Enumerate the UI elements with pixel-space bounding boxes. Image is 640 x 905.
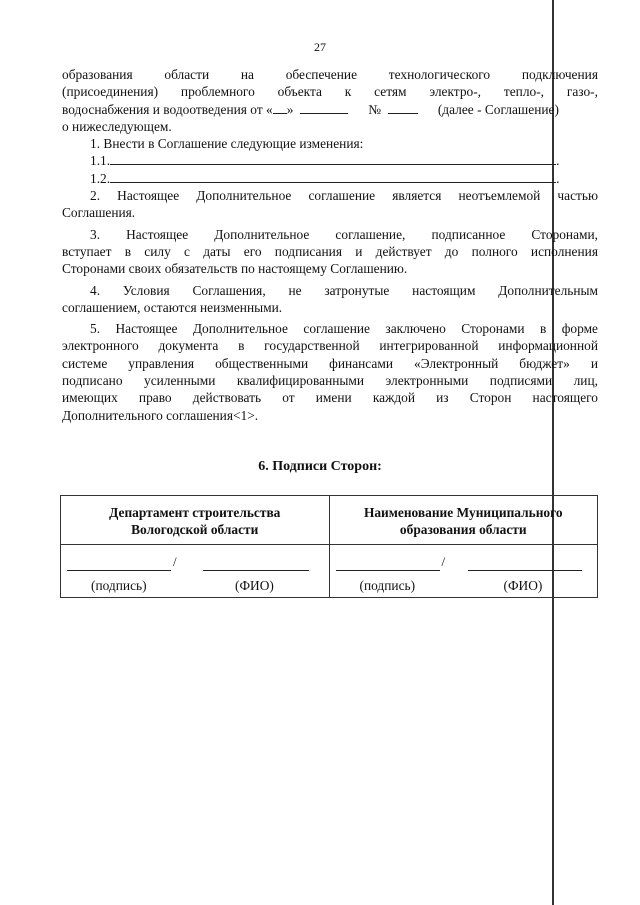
caption-signature: (подпись): [359, 578, 416, 593]
signature-slash: /: [173, 554, 177, 569]
item-5-cont: подписано усиленными квалифицированными электронными подписями лиц,: [62, 373, 598, 389]
item-2-cont: Соглашения.: [62, 205, 136, 221]
intro-line: (присоединения) проблемного объекта к сетям электро-, тепло-, газо-,: [62, 84, 598, 100]
item-5-cont: электронного документа в государственной интегрированной информационной: [62, 338, 598, 354]
item-5-cont: системе управления общественными финансами «Электронный бюджет» и: [62, 355, 598, 371]
date-day-blank: [273, 102, 287, 114]
sub-item-1-1: 1.1. .: [90, 153, 560, 169]
item-5-cont: Дополнительного соглашения<1>.: [62, 407, 259, 423]
item-3-cont: Сторонами своих обязательств по настоящему Соглашению.: [62, 261, 408, 277]
caption-name: (ФИО): [235, 578, 274, 593]
item-5-cont: имеющих право действовать от имени каждой из Сторон настоящего: [62, 390, 598, 406]
name-line: [468, 562, 582, 571]
party-municipality: Наименование Муниципального образования области: [329, 496, 598, 545]
intro-line: образования области на обеспечение технологического подключения: [62, 67, 598, 82]
number-blank: [388, 102, 418, 114]
item-3: 3. Настоящее Дополнительное соглашение, подписанное Сторонами,: [90, 226, 598, 242]
item-5: 5. Настоящее Дополнительное соглашение заключено Сторонами в форме: [90, 321, 598, 337]
item-4: 4. Условия Соглашения, не затронутые настоящим Дополнительным: [90, 282, 598, 298]
signature-cell-department: [61, 545, 330, 598]
intro-line: о нижеследующем.: [62, 118, 172, 134]
agreement-body: [62, 66, 598, 424]
page-number: 27: [314, 40, 326, 54]
signatures-heading: 6. Подписи Сторон:: [258, 459, 382, 474]
signature-cell-municipality: [329, 545, 598, 598]
sub-item-blank: [110, 153, 556, 165]
signatures-table: [60, 495, 598, 598]
party-department: Департамент строительства Вологодской области: [61, 496, 330, 545]
name-line: [203, 562, 309, 571]
item-4-cont: соглашением, остаются неизменными.: [62, 299, 283, 315]
caption-signature: (подпись): [91, 578, 147, 593]
item-3-cont: вступает в силу с даты его подписания и действует до полного исполнения: [62, 243, 598, 259]
item-1: 1. Внести в Соглашение следующие изменения:: [90, 136, 364, 152]
intro-line-date-number: водоснабжения и водоотведения от « » № (далее - Соглашение): [62, 101, 559, 117]
signature-line: [67, 562, 171, 571]
sub-item-blank: [110, 171, 556, 183]
signature-slash: /: [441, 554, 446, 569]
signature-line: [336, 562, 440, 571]
caption-name: (ФИО): [503, 578, 543, 593]
item-2: 2. Настоящее Дополнительное соглашение является неотъемлемой частью: [90, 188, 598, 204]
date-blank: [300, 102, 348, 114]
sub-item-1-2: 1.2. .: [90, 170, 560, 186]
